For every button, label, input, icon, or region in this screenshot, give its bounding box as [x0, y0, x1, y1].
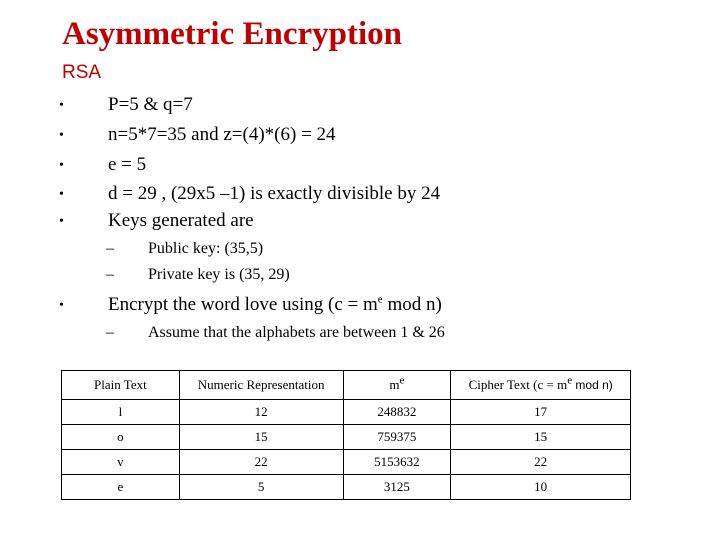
- subitem-marker: –: [106, 324, 114, 341]
- bullet-marker: •: [59, 128, 64, 143]
- bullet-marker: •: [59, 158, 64, 173]
- cipher-cell: 15: [451, 425, 631, 450]
- public-key-text: Public key: (35,5): [148, 240, 264, 257]
- plain-cell: l: [62, 400, 180, 425]
- me-cell: 5153632: [343, 450, 451, 475]
- encrypt-bullet-text: [108, 294, 442, 316]
- cipher-cell: 22: [451, 450, 631, 475]
- numeric-cell: 22: [179, 450, 343, 475]
- bullet-text: P=5 & q=7: [108, 94, 193, 115]
- alphabet-assumption-text: Assume that the alphabets are between 1 & 26: [148, 324, 445, 341]
- bullet-marker: •: [59, 214, 64, 229]
- cipher-cell: 17: [451, 400, 631, 425]
- bullet-marker: •: [59, 298, 64, 313]
- plain-cell: v: [62, 450, 180, 475]
- encrypt-prefix: Encrypt the word love using (c = m: [108, 294, 378, 315]
- table-row: [62, 400, 631, 425]
- bullet-text: Keys generated are: [108, 210, 254, 231]
- slide-title: Asymmetric Encryption: [62, 16, 403, 52]
- cipher-cell: 10: [451, 475, 631, 500]
- subitem-marker: –: [106, 240, 114, 257]
- header-cipher-text: [451, 371, 631, 400]
- table-row: [62, 450, 631, 475]
- encrypt-exponent: e: [377, 293, 383, 306]
- private-key-text: Private key is (35, 29): [148, 266, 290, 283]
- me-cell: 248832: [343, 400, 451, 425]
- numeric-cell: 12: [179, 400, 343, 425]
- plain-cell: o: [62, 425, 180, 450]
- bullet-text: d = 29 , (29x5 –1) is exactly divisible by 24: [108, 183, 441, 204]
- subitem-marker: –: [106, 266, 114, 283]
- numeric-cell: 5: [179, 475, 343, 500]
- me-cell: 759375: [343, 425, 451, 450]
- header-cipher-suffix: mod n): [572, 378, 613, 392]
- numeric-cell: 15: [179, 425, 343, 450]
- table-row: [62, 425, 631, 450]
- table-header-row: [62, 371, 631, 400]
- header-numeric-representation: Numeric Representation: [179, 371, 343, 400]
- bullet-marker: •: [59, 187, 64, 202]
- me-cell: 3125: [343, 475, 451, 500]
- bullet-text: n=5*7=35 and z=(4)*(6) = 24: [108, 124, 336, 145]
- header-plain-text: Plain Text: [62, 371, 180, 400]
- slide-subtitle: RSA: [62, 62, 102, 83]
- table-row: [62, 475, 631, 500]
- header-cipher-prefix: Cipher Text (c = m: [468, 377, 568, 392]
- bullet-text: e = 5: [108, 154, 147, 175]
- encrypt-suffix: mod n): [382, 294, 442, 315]
- header-cipher-exponent: e: [567, 374, 573, 387]
- header-me-exponent: e: [399, 374, 405, 387]
- encryption-table: [61, 370, 631, 500]
- bullet-marker: •: [59, 98, 64, 113]
- header-me-base: m: [389, 377, 400, 392]
- header-m-power-e: [343, 371, 451, 400]
- plain-cell: e: [62, 475, 180, 500]
